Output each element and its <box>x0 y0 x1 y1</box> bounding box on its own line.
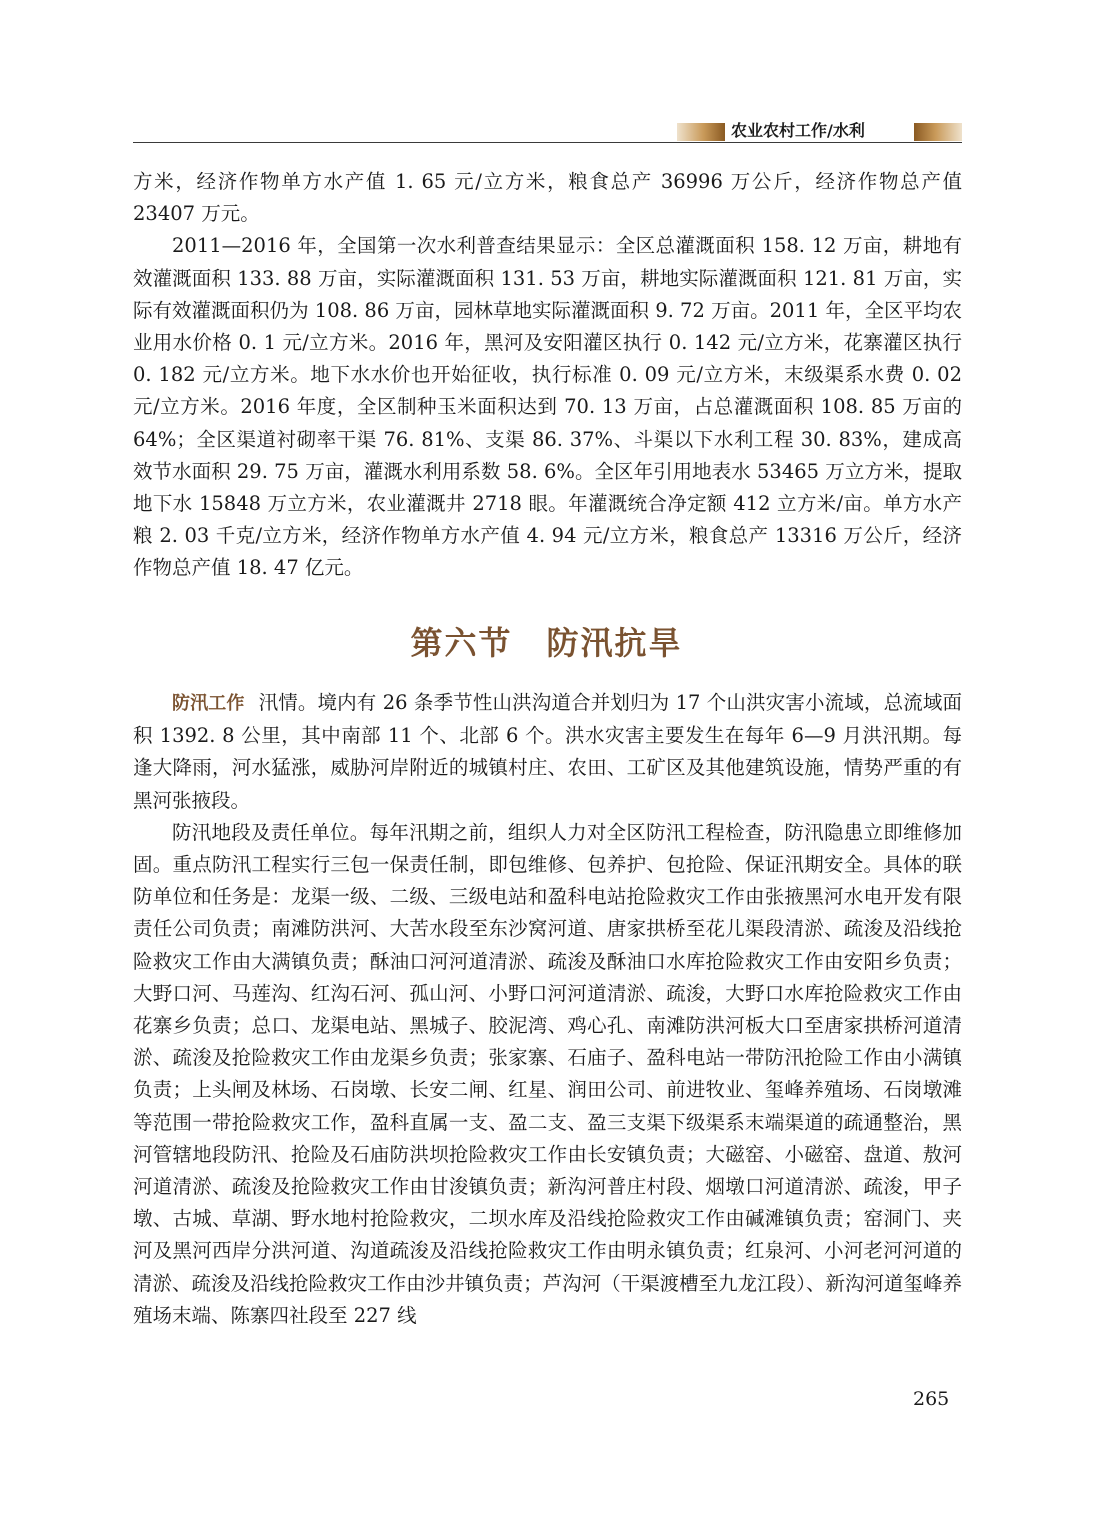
page-number: 265 <box>913 1388 950 1410</box>
section-heading <box>0 618 1093 664</box>
section-number: 第六节 <box>410 624 513 662</box>
header-rule <box>133 142 962 143</box>
body-text-block <box>133 687 962 1332</box>
paragraph-flood-situation <box>133 687 962 817</box>
run-in-heading: 防汛工作 <box>172 693 245 714</box>
header-ornament-right <box>914 123 962 141</box>
paragraph-continued: 方米，经济作物单方水产值 1. 65 元/立方米，粮食总产 36996 万公斤，经济作物总产值 23407 万元。 <box>133 170 962 226</box>
running-header: 农业农村工作/水利 <box>731 121 865 140</box>
paragraph-flood-situation-text: 汛情。境内有 26 条季节性山洪沟道合并划归为 17 个山洪灾害小流域，总流域面积 1392. 8 公里，其中南部 11 个、北部 6 个。洪水灾害主要发生在每年 6—9 月洪汛期。每逢大降雨，河水猛涨，威胁河岸附近的城镇村庄、农田、工矿区及其他建筑设施，情势严重的有黑河张掖段。 <box>133 691 963 812</box>
section-title: 防汛抗旱 <box>546 624 683 662</box>
paragraph-responsibility-units: 防汛地段及责任单位。每年汛期之前，组织人力对全区防汛工程检查，防汛隐患立即维修加固。重点防汛工程实行三包一保责任制，即包维修、包养护、包抢险、保证汛期安全。具体的联防单位和任务是：龙渠一级、二级、三级电站和盈科电站抢险救灾工作由张掖黑河水电开发有限责任公司负责；南滩防洪河、大苦水段至东沙窝河道、唐家拱桥至花儿渠段清淤、疏浚及沿线抢险救灾工作由大满镇负责；酥油口河河道清淤、疏浚及酥油口水库抢险救灾工作由安阳乡负责；大野口河、马莲沟、红沟石河、孤山河、小野口河河道清淤、疏浚，大野口水库抢险救灾工作由花寨乡负责；总口、龙渠电站、黑城子、胶泥湾、鸡心孔、南滩防洪河板大口至唐家拱桥河道清淤、疏浚及抢险救灾工作由龙渠乡负责；张家寨、石庙子、盈科电站一带防汛抢险工作由小满镇负责；上头闸及林场、石岗墩、长安二闸、红星、润田公司、前进牧业、玺峰养殖场、石岗墩滩等范围一带抢险救灾工作，盈科直属一支、盈二支、盈三支渠下级渠系末端渠道的疏通整治，黑河管辖地段防汛、抢险及石庙防洪坝抢险救灾工作由长安镇负责；大磁窑、小磁窑、盘道、敖河河道清淤、疏浚及抢险救灾工作由甘浚镇负责；新沟河普庄村段、烟墩口河道清淤、疏浚，甲子墩、古城、草湖、野水地村抢险救灾，二坝水库及沿线抢险救灾工作由碱滩镇负责；窑洞门、夹河及黑河西岸分洪河道、沟道疏浚及沿线抢险救灾工作由明永镇负责；红泉河、小河老河河道的清淤、疏浚及沿线抢险救灾工作由沙井镇负责；芦沟河（干渠渡槽至九龙江段）、新沟河道玺峰养殖场末端、陈寨四社段至 227 线 <box>133 820 962 1327</box>
paragraph-irrigation-census: 2011—2016 年，全国第一次水利普查结果显示：全区总灌溉面积 158. 12 万亩，耕地有效灌溉面积 133. 88 万亩，实际灌溉面积 131. 53 万亩，耕地实际灌溉面积 121. 81 万亩，实际有效灌溉面积仍为 108. 86 万亩，园林草地实际灌溉面积 9. 72 万亩。2011 年，全区平均农业用水价格 0. 1 元/立方米。2016 年，黑河及安阳灌区执行 0. 142 元/立方米，花寨灌区执行 0. 182 元/立方米。地下水水价也开始征收，执行标准 0. 09 元/立方米，末级渠系水费 0. 02 元/立方米。2016 年度，全区制种玉米面积达到 70. 13 万亩，占总灌溉面积 108. 85 万亩的 64%；全区渠道衬砌率干渠 76. 81%、支渠 86. 37%、斗渠以下水利工程 30. 83%，建成高效节水面积 29. 75 万亩，灌溉水利用系数 58. 6%。全区年引用地表水 53465 万立方米，提取地下水 15848 万立方米，农业灌溉井 2718 眼。年灌溉统合净定额 412 立方米/亩。单方水产粮 2. 03 千克/立方米，经济作物单方水产值 4. 94 元/立方米，粮食总产 13316 万公斤，经济作物总产值 18. 47 亿元。 <box>133 234 962 580</box>
header-ornament-left <box>677 123 725 141</box>
top-text-block <box>133 166 962 585</box>
